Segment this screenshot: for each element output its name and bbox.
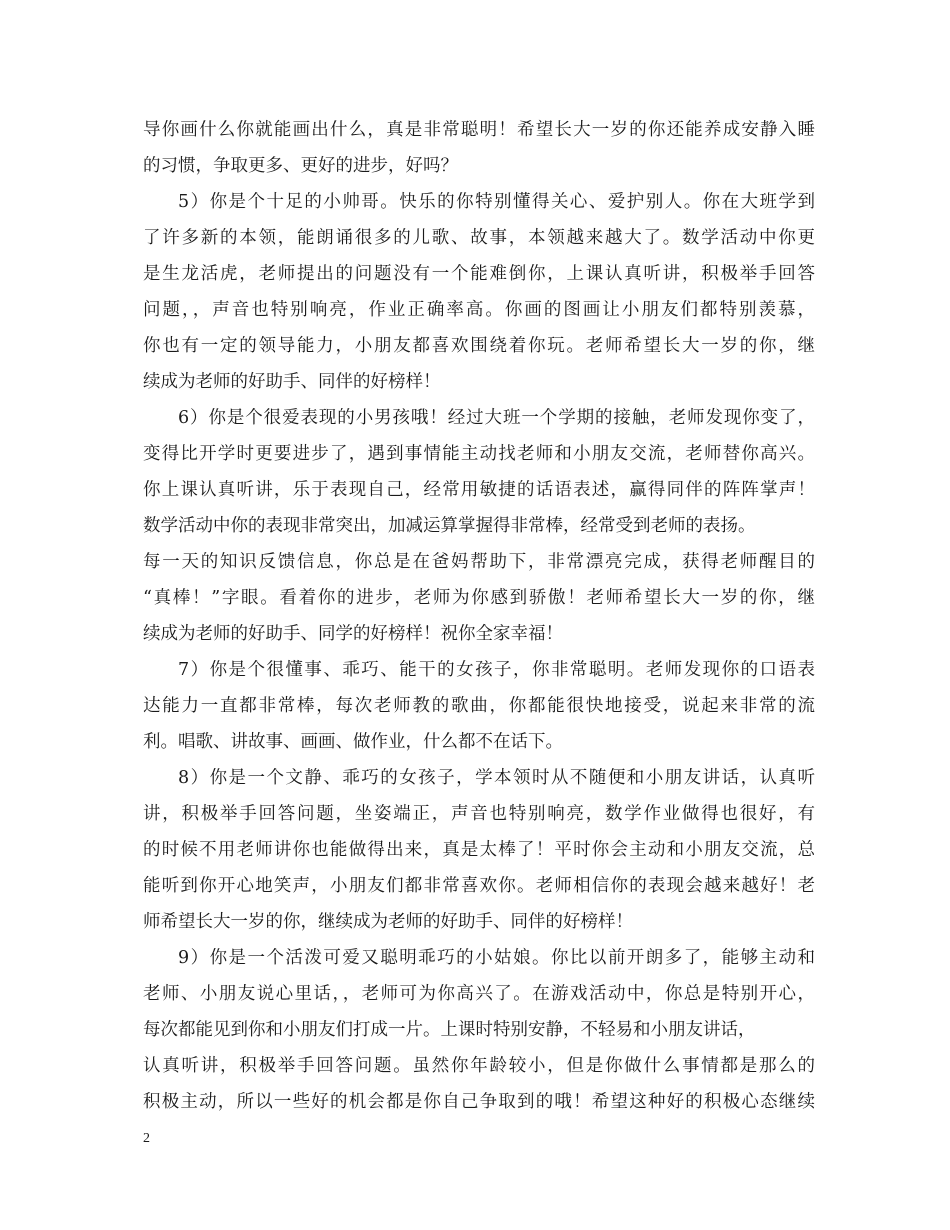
text-line: 导你画什么你就能画出什么，真是非常聪明！希望长大一岁的你还能养成安静入睡 [143, 120, 815, 140]
text-line: 每一天的知识反馈信息，你总是在爸妈帮助下，非常漂亮完成，获得老师醒目的 [143, 552, 815, 572]
text-line: 认真听讲，积极举手回答问题。虽然你年龄较小，但是你做什么事情都是那么的 [143, 1056, 815, 1076]
text-line: 你也有一定的领导能力，小朋友都喜欢围绕着你玩。老师希望长大一岁的你，继 [143, 336, 815, 356]
text-line: 达能力一直都非常棒，每次老师教的歌曲，你都能很快地接受，说起来非常的流 [143, 696, 815, 716]
document-body [143, 112, 815, 1120]
paragraph-continuation [143, 112, 815, 184]
text-line: 9）你是一个活泼可爱又聪明乖巧的小姑娘。你比以前开朗多了，能够主动和 [178, 948, 815, 968]
paragraph-item-7 [143, 652, 815, 760]
text-line: 的习惯，争取更多、更好的进步，好吗？ [143, 156, 458, 176]
text-line: 老师、小朋友说心里话，，老师可为你高兴了。在游戏活动中，你总是特别开心， [143, 984, 815, 1004]
text-line: “真棒！”字眼。看着你的进步，老师为你感到骄傲！老师希望长大一岁的你，继 [143, 588, 815, 608]
text-line: 利。唱歌、讲故事、画画、做作业，什么都不在话下。 [143, 732, 563, 752]
paragraph-item-9 [143, 940, 815, 1120]
text-line: 师希望长大一岁的你，继续成为老师的好助手、同伴的好榜样！ [143, 912, 633, 932]
text-line: 每次都能见到你和小朋友们打成一片。上课时特别安静，不轻易和小朋友讲话， [143, 1020, 756, 1040]
text-line: 了许多新的本领，能朗诵很多的儿歌、故事，本领越来越大了。数学活动中你更 [143, 228, 815, 248]
text-line: 的时候不用老师讲你也能做得出来，真是太棒了！平时你会主动和小朋友交流，总 [143, 840, 815, 860]
text-line: 续成为老师的好助手、同伴的好榜样！ [143, 372, 441, 392]
page-number: 2 [143, 1131, 150, 1146]
paragraph-item-8 [143, 760, 815, 940]
text-line: 8）你是一个文静、乖巧的女孩子，学本领时从不随便和小朋友讲话，认真听 [178, 768, 815, 788]
text-line: 续成为老师的好助手、同学的好榜样！祝你全家幸福！ [143, 624, 563, 644]
paragraph-item-5 [143, 184, 815, 400]
text-line: 变得比开学时更要进步了，遇到事情能主动找老师和小朋友交流，老师替你高兴。 [143, 444, 815, 464]
text-line: 6）你是个很爱表现的小男孩哦！经过大班一个学期的接触，老师发现你变了， [178, 408, 815, 428]
text-line: 问题，，声音也特别响亮，作业正确率高。你画的图画让小朋友们都特别羡慕， [143, 300, 815, 320]
text-line: 7）你是个很懂事、乖巧、能干的女孩子，你非常聪明。老师发现你的口语表 [178, 660, 815, 680]
text-line: 能听到你开心地笑声，小朋友们都非常喜欢你。老师相信你的表现会越来越好！老 [143, 876, 815, 896]
paragraph-item-6 [143, 400, 815, 652]
text-line: 讲，积极举手回答问题，坐姿端正，声音也特别响亮，数学作业做得也很好，有 [143, 804, 815, 824]
text-line: 积极主动，所以一些好的机会都是你自己争取到的哦！希望这种好的积极心态继续 [143, 1092, 815, 1112]
text-line: 是生龙活虎，老师提出的问题没有一个能难倒你，上课认真听讲，积极举手回答 [143, 264, 815, 284]
text-line: 5）你是个十足的小帅哥。快乐的你特别懂得关心、爱护别人。你在大班学到 [178, 192, 815, 212]
text-line: 数学活动中你的表现非常突出，加减运算掌握得非常棒，经常受到老师的表扬。 [143, 516, 756, 536]
text-line: 你上课认真听讲，乐于表现自己，经常用敏捷的话语表述，赢得同伴的阵阵掌声！ [143, 480, 815, 500]
